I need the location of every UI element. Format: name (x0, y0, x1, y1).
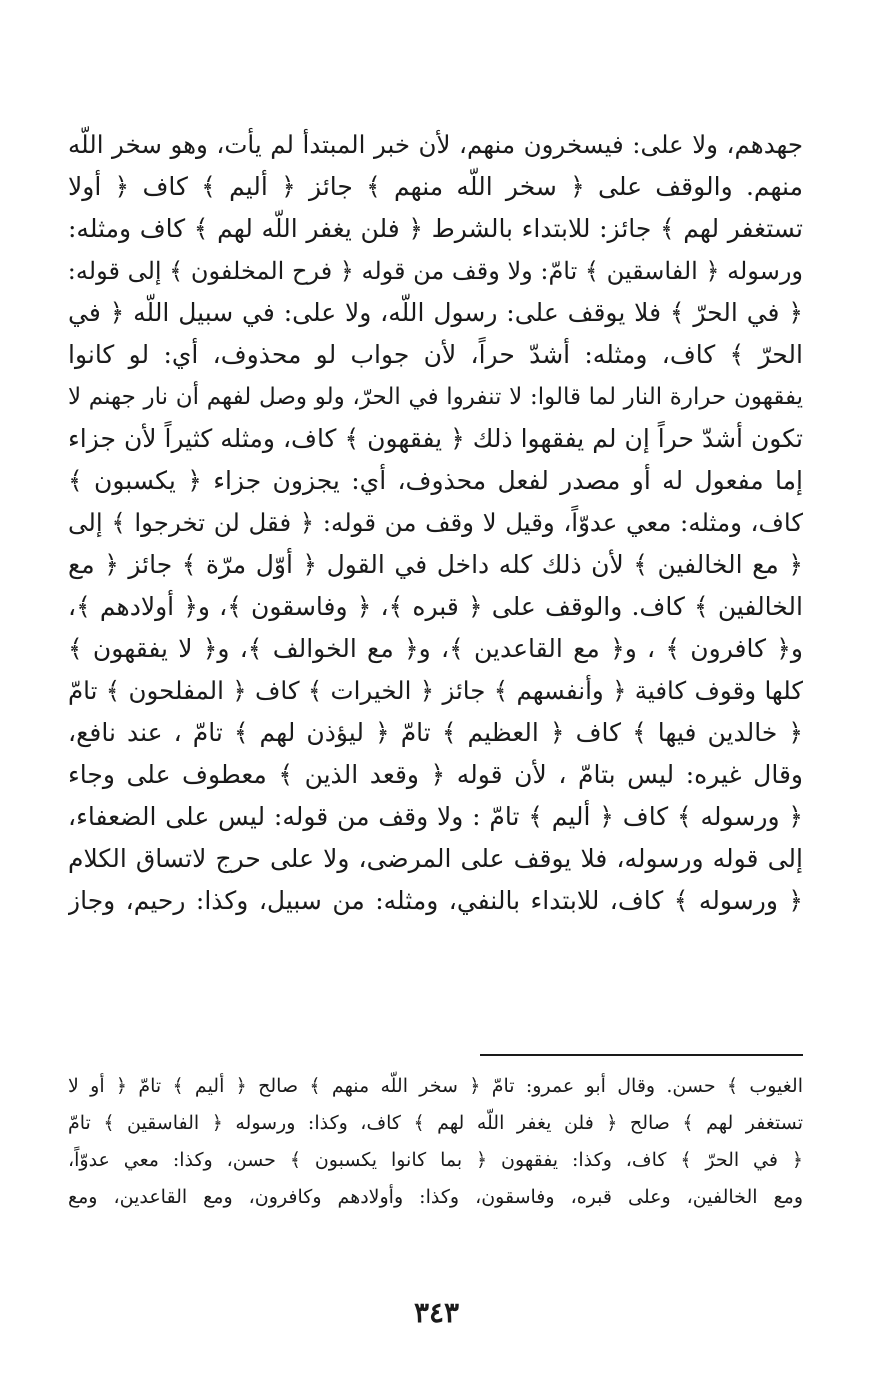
text-line: إلى قوله ورسوله، فلا يوقف على المرضى، ولا على حرج لاتساق الكلام (68, 844, 803, 873)
footnotes (68, 1068, 803, 1216)
text-line: وقال غيره: ليس بتامّ ، لأن قوله ﴿ وقعد الذين ﴾ معطوف على وجاء (68, 760, 803, 789)
text-line: ﴿ خالدين فيها ﴾ كاف ﴿ العظيم ﴾ تامّ ﴿ ليؤذن لهم ﴾ تامّ ، عند نافع، (68, 718, 803, 747)
footnote-divider (480, 1054, 803, 1056)
text-line: تستغفر لهم ﴾ جائز: للابتداء بالشرط ﴿ فلن يغفر اللّه لهم ﴾ كاف ومثله: (68, 214, 803, 243)
text-line: كلها وقوف كافية ﴿ وأنفسهم ﴾ جائز ﴿ الخيرات ﴾ كاف ﴿ المفلحون ﴾ تامّ (68, 676, 803, 705)
page-number: ٣٤٣ (413, 1296, 460, 1329)
text-line: الحرّ ﴾ كاف، ومثله: أشدّ حراً، لأن جواب لو محذوف، أي: لو كانوا (68, 340, 803, 369)
text-line: تكون أشدّ حراً إن لم يفقهوا ذلك ﴿ يفقهون ﴾ كاف، ومثله كثيراً لأن جزاء (68, 424, 803, 453)
text-line: إما مفعول له أو مصدر لفعل محذوف، أي: يجزون جزاء ﴿ يكسبون ﴾ (68, 466, 803, 495)
main-text (68, 124, 803, 922)
text-line: جهدهم، ولا على: فيسخرون منهم، لأن خبر المبتدأ لم يأت، وهو سخر اللّه (68, 130, 803, 159)
text-line: الخالفين ﴾ كاف. والوقف على ﴿ قبره ﴾، ﴿ وفاسقون ﴾، و﴿ أولادهم ﴾، (68, 592, 803, 621)
text-line: ﴿ مع الخالفين ﴾ لأن ذلك كله داخل في القول ﴿ أوّل مرّة ﴾ جائز ﴿ مع (68, 550, 803, 579)
text-line: يفقهون حرارة النار لما قالوا: لا تنفروا في الحرّ، ولو وصل لفهم أن نار جهنم لا (68, 384, 803, 410)
footnote-line: ﴿ في الحرّ ﴾ كاف، وكذا: يفقهون ﴿ بما كانوا يكسبون ﴾ حسن، وكذا: معي عدوّاً، (68, 1149, 803, 1171)
text-line: منهم. والوقف على ﴿ سخر اللّه منهم ﴾ جائز ﴿ أليم ﴾ كاف ﴿ أولا (68, 172, 803, 201)
text-line: كاف، ومثله: معي عدوّاً، وقيل لا وقف من قوله: ﴿ فقل لن تخرجوا ﴾ إلى (68, 508, 803, 537)
text-line: ورسوله ﴿ الفاسقين ﴾ تامّ: ولا وقف من قوله ﴿ فرح المخلفون ﴾ إلى قوله: (68, 257, 803, 285)
footnote-line: ومع الخالفين، وعلى قبره، وفاسقون، وكذا: وأولادهم وكافرون، ومع القاعدين، ومع (68, 1186, 803, 1208)
text-line: و﴿ كافرون ﴾ ، و﴿ مع القاعدين ﴾، و﴿ مع الخوالف ﴾، و﴿ لا يفقهون ﴾ (68, 634, 803, 663)
footnote-line: الغيوب ﴾ حسن. وقال أبو عمرو: تامّ ﴿ سخر اللّه منهم ﴾ صالح ﴿ أليم ﴾ تامّ ﴿ أو لا (68, 1075, 803, 1097)
text-line: ﴿ ورسوله ﴾ كاف ﴿ أليم ﴾ تامّ : ولا وقف من قوله: ليس على الضعفاء، (68, 802, 803, 831)
footnote-line: تستغفر لهم ﴾ صالح ﴿ فلن يغفر اللّه لهم ﴾ كاف، وكذا: ورسوله ﴿ الفاسقين ﴾ تامّ (68, 1112, 803, 1134)
text-line: ﴿ ورسوله ﴾ كاف، للابتداء بالنفي، ومثله: من سبيل، وكذا: رحيم، وجاز (68, 886, 803, 915)
text-line: ﴿ في الحرّ ﴾ فلا يوقف على: رسول اللّه، ولا على: في سبيل اللّه ﴿ في (68, 298, 803, 327)
